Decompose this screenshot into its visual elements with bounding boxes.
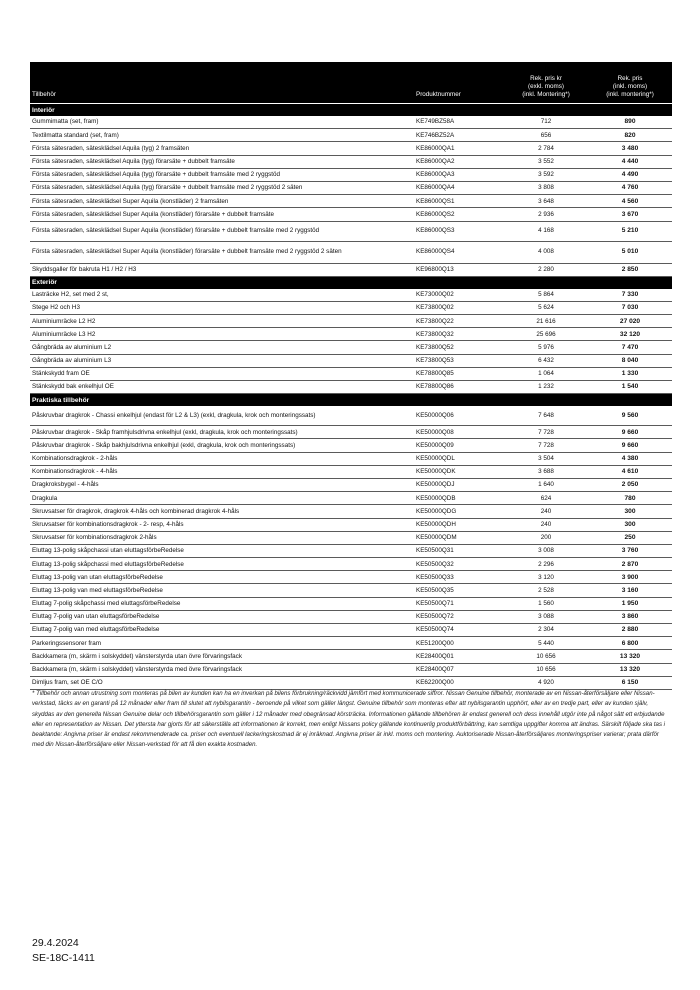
table-row <box>30 381 672 394</box>
table-row <box>30 439 672 452</box>
price-ex-vat: 4 168 <box>504 221 588 241</box>
product-name: Första sätesraden, sätesklädsel Aquila (tyg) förarsäte + dubbelt framsäte <box>30 155 414 168</box>
product-name: Stege H2 och H3 <box>30 301 414 314</box>
product-name: Skruvsatser för kombinationsdragkrok 2-håls <box>30 531 414 544</box>
header-price-in-line: (inkl. montering*) <box>606 91 654 98</box>
table-row <box>30 301 672 314</box>
header-name: Tillbehör <box>30 62 414 104</box>
product-number: KE86000QA2 <box>414 155 504 168</box>
section-title: Exteriör <box>30 276 672 289</box>
price-inc-vat: 2 050 <box>588 478 672 491</box>
price-inc-vat: 4 490 <box>588 168 672 181</box>
footer-date: 29.4.2024 <box>32 937 79 949</box>
product-number: KE50000Q06 <box>414 406 504 426</box>
table-row <box>30 406 672 426</box>
price-inc-vat: 9 660 <box>588 439 672 452</box>
price-ex-vat: 3 008 <box>504 544 588 557</box>
product-name: Skruvsatser för dragkrok, dragkrok 4-håls och kombinerad dragkrok 4-håls <box>30 505 414 518</box>
product-name: Första sätesraden, sätesklädsel Super Aquila (konstläder) förarsäte + dubbelt framsäte <box>30 208 414 221</box>
price-inc-vat: 6 800 <box>588 637 672 650</box>
table-row <box>30 289 672 302</box>
price-inc-vat: 2 870 <box>588 558 672 571</box>
product-name: Påskruvbar dragkrok - Skåp framhjulsdrivna enkelhjul (exkl, dragkula, krok och monteringssats) <box>30 426 414 439</box>
price-ex-vat: 1 232 <box>504 381 588 394</box>
product-name: Eluttag 13-polig skåpchassi utan eluttagsförbeRedelse <box>30 544 414 557</box>
product-name: Första sätesraden, sätesklädsel Aquila (tyg) förarsäte + dubbelt framsäte med 2 ryggstöd <box>30 168 414 181</box>
product-number: KE50500Q31 <box>414 544 504 557</box>
price-inc-vat: 5 210 <box>588 221 672 241</box>
product-name: Eluttag 13-polig van med eluttagsförbeRedelse <box>30 584 414 597</box>
price-ex-vat: 10 656 <box>504 650 588 663</box>
product-name: Påskruvbar dragkrok - Chassi enkelhjul (endast för L2 & L3) (exkl, dragkula, krok och monteringssats) <box>30 406 414 426</box>
price-inc-vat: 4 610 <box>588 465 672 478</box>
table-row <box>30 195 672 208</box>
product-number: KE78800Q86 <box>414 381 504 394</box>
price-inc-vat: 4 560 <box>588 195 672 208</box>
price-ex-vat: 3 648 <box>504 195 588 208</box>
table-row <box>30 650 672 663</box>
price-ex-vat: 1 064 <box>504 367 588 380</box>
product-name: Första sätesraden, sätesklädsel Super Aquila (konstläder) förarsäte + dubbelt framsäte med 2 ryggstöd <box>30 221 414 241</box>
product-name: Gummimatta (set, fram) <box>30 116 414 129</box>
table-row <box>30 571 672 584</box>
price-ex-vat: 2 304 <box>504 624 588 637</box>
product-name: Eluttag 13-polig van utan eluttagsförbeRedelse <box>30 571 414 584</box>
product-name: Kombinationsdragkrok - 2-håls <box>30 452 414 465</box>
table-row <box>30 241 672 263</box>
product-name: Aluminiumräcke L2 H2 <box>30 315 414 328</box>
product-name: Eluttag 7-polig van med eluttagsförbeRedelse <box>30 624 414 637</box>
product-number: KE73800Q02 <box>414 301 504 314</box>
product-number: KE86000QA3 <box>414 168 504 181</box>
header-price-ex-line: Rek. pris kr <box>530 75 562 82</box>
table-row <box>30 558 672 571</box>
product-name: Gångbräda av aluminium L3 <box>30 354 414 367</box>
table-row <box>30 637 672 650</box>
table-row <box>30 341 672 354</box>
price-inc-vat: 1 540 <box>588 381 672 394</box>
product-name: Eluttag 7-polig van utan eluttagsförbeRedelse <box>30 610 414 623</box>
price-inc-vat: 13 320 <box>588 663 672 676</box>
product-number: KE50000QDK <box>414 465 504 478</box>
table-row <box>30 492 672 505</box>
price-ex-vat: 25 696 <box>504 328 588 341</box>
product-name: Dragkroksbygel - 4-håls <box>30 478 414 491</box>
section-title: Interiör <box>30 104 672 117</box>
price-inc-vat: 3 760 <box>588 544 672 557</box>
price-ex-vat: 712 <box>504 116 588 129</box>
price-inc-vat: 3 900 <box>588 571 672 584</box>
section-header <box>30 394 672 407</box>
price-ex-vat: 10 656 <box>504 663 588 676</box>
table-row <box>30 208 672 221</box>
product-number: KE86000QS2 <box>414 208 504 221</box>
price-inc-vat: 13 320 <box>588 650 672 663</box>
price-ex-vat: 624 <box>504 492 588 505</box>
price-ex-vat: 2 936 <box>504 208 588 221</box>
product-name: Eluttag 7-polig skåpchassi med eluttagsförbeRedelse <box>30 597 414 610</box>
price-ex-vat: 2 280 <box>504 263 588 276</box>
price-inc-vat: 5 010 <box>588 241 672 263</box>
header-price-ex <box>504 62 588 104</box>
price-inc-vat: 7 330 <box>588 289 672 302</box>
table-row <box>30 315 672 328</box>
price-ex-vat: 3 592 <box>504 168 588 181</box>
price-inc-vat: 9 660 <box>588 426 672 439</box>
product-name: Första sätesraden, sätesklädsel Aquila (tyg) 2 framsäten <box>30 142 414 155</box>
product-name: Gångbräda av aluminium L2 <box>30 341 414 354</box>
product-name: Påskruvbar dragkrok - Skåp bakhjulsdrivna enkelhjul (exkl, dragkula, krok och monteringssats) <box>30 439 414 452</box>
price-ex-vat: 5 440 <box>504 637 588 650</box>
price-ex-vat: 240 <box>504 518 588 531</box>
price-ex-vat: 7 648 <box>504 406 588 426</box>
table-row <box>30 367 672 380</box>
price-inc-vat: 780 <box>588 492 672 505</box>
price-ex-vat: 3 552 <box>504 155 588 168</box>
product-number: KE73800Q53 <box>414 354 504 367</box>
product-number: KE746BZ52A <box>414 129 504 142</box>
product-number: KE86000QS3 <box>414 221 504 241</box>
price-ex-vat: 5 976 <box>504 341 588 354</box>
price-inc-vat: 300 <box>588 518 672 531</box>
product-number: KE50500Q71 <box>414 597 504 610</box>
price-inc-vat: 32 120 <box>588 328 672 341</box>
price-ex-vat: 3 808 <box>504 181 588 194</box>
product-name: Stänkskydd fram OE <box>30 367 414 380</box>
price-ex-vat: 3 688 <box>504 465 588 478</box>
section-title: Praktiska tillbehör <box>30 394 672 407</box>
product-name: Eluttag 13-polig skåpchassi med eluttagsförbeRedelse <box>30 558 414 571</box>
table-row <box>30 544 672 557</box>
price-inc-vat: 820 <box>588 129 672 142</box>
product-name: Aluminiumräcke L3 H2 <box>30 328 414 341</box>
table-row <box>30 168 672 181</box>
product-number: KE749BZ58A <box>414 116 504 129</box>
product-number: KE86000QS4 <box>414 241 504 263</box>
table-row <box>30 624 672 637</box>
price-inc-vat: 8 040 <box>588 354 672 367</box>
price-ex-vat: 2 296 <box>504 558 588 571</box>
product-name: Skruvsatser för kombinationsdragkrok - 2- resp, 4-håls <box>30 518 414 531</box>
product-number: KE28400Q01 <box>414 650 504 663</box>
table-row <box>30 610 672 623</box>
price-inc-vat: 1 950 <box>588 597 672 610</box>
product-number: KE50000QDB <box>414 492 504 505</box>
table-row <box>30 142 672 155</box>
price-inc-vat: 6 150 <box>588 676 672 689</box>
product-number: KE28400Q07 <box>414 663 504 676</box>
header-price-in-line: Rek. pris <box>617 75 643 82</box>
price-inc-vat: 250 <box>588 531 672 544</box>
price-ex-vat: 7 728 <box>504 426 588 439</box>
product-name: Kombinationsdragkrok - 4-håls <box>30 465 414 478</box>
product-number: KE62200Q00 <box>414 676 504 689</box>
product-name: Stänkskydd bak enkelhjul OE <box>30 381 414 394</box>
price-inc-vat: 300 <box>588 505 672 518</box>
header-price-in-line: (inkl. moms) <box>612 83 648 90</box>
product-name: Skyddsgaller för bakruta H1 / H2 / H3 <box>30 263 414 276</box>
product-number: KE73800Q22 <box>414 315 504 328</box>
product-number: KE73800Q52 <box>414 341 504 354</box>
table-row <box>30 597 672 610</box>
header-price-in <box>588 62 672 104</box>
price-ex-vat: 5 864 <box>504 289 588 302</box>
table-row <box>30 181 672 194</box>
section-header <box>30 276 672 289</box>
price-ex-vat: 656 <box>504 129 588 142</box>
table-row <box>30 328 672 341</box>
table-row <box>30 531 672 544</box>
section-header <box>30 104 672 117</box>
table-row <box>30 478 672 491</box>
product-name: Första sätesraden, sätesklädsel Super Aquila (konstläder) 2 framsäten <box>30 195 414 208</box>
price-inc-vat: 3 670 <box>588 208 672 221</box>
table-row <box>30 518 672 531</box>
product-number: KE86000QA4 <box>414 181 504 194</box>
product-name: Textilmatta standard (set, fram) <box>30 129 414 142</box>
price-ex-vat: 2 528 <box>504 584 588 597</box>
product-number: KE50000Q08 <box>414 426 504 439</box>
table-row <box>30 426 672 439</box>
table-row <box>30 676 672 689</box>
price-ex-vat: 21 616 <box>504 315 588 328</box>
product-number: KE73000Q02 <box>414 289 504 302</box>
product-number: KE86000QA1 <box>414 142 504 155</box>
price-inc-vat: 4 760 <box>588 181 672 194</box>
price-inc-vat: 890 <box>588 116 672 129</box>
product-number: KE50000QDL <box>414 452 504 465</box>
product-name: Backkamera (m, skärm i solskyddet) vänsterstyrda med övre förvaringsfack <box>30 663 414 676</box>
table-row <box>30 116 672 129</box>
product-number: KE78800Q85 <box>414 367 504 380</box>
price-inc-vat: 3 860 <box>588 610 672 623</box>
price-inc-vat: 1 330 <box>588 367 672 380</box>
price-list <box>30 62 672 690</box>
price-ex-vat: 4 008 <box>504 241 588 263</box>
table-row <box>30 263 672 276</box>
product-number: KE50500Q32 <box>414 558 504 571</box>
product-number: KE50500Q33 <box>414 571 504 584</box>
product-name: Första sätesraden, sätesklädsel Aquila (tyg) förarsäte + dubbelt framsäte med 2 ryggstöd 2 säten <box>30 181 414 194</box>
table-row <box>30 584 672 597</box>
product-number: KE50000QDJ <box>414 478 504 491</box>
price-inc-vat: 2 850 <box>588 263 672 276</box>
header-code: Produktnummer <box>414 62 504 104</box>
table-row <box>30 129 672 142</box>
price-ex-vat: 200 <box>504 531 588 544</box>
table-row <box>30 505 672 518</box>
price-ex-vat: 6 432 <box>504 354 588 367</box>
price-ex-vat: 3 088 <box>504 610 588 623</box>
price-ex-vat: 240 <box>504 505 588 518</box>
product-name: Första sätesraden, sätesklädsel Super Aquila (konstläder) förarsäte + dubbelt framsäte med 2 ryggstöd 2 säten <box>30 241 414 263</box>
product-number: KE50500Q35 <box>414 584 504 597</box>
product-name: Parkeringssensorer fram <box>30 637 414 650</box>
product-name: Dimljus fram, set OE C/O <box>30 676 414 689</box>
price-inc-vat: 2 880 <box>588 624 672 637</box>
product-number: KE50500Q72 <box>414 610 504 623</box>
price-inc-vat: 4 440 <box>588 155 672 168</box>
price-inc-vat: 7 030 <box>588 301 672 314</box>
table-header <box>30 62 672 104</box>
table-row <box>30 354 672 367</box>
price-ex-vat: 7 728 <box>504 439 588 452</box>
product-number: KE50000QDG <box>414 505 504 518</box>
product-number: KE51200Q00 <box>414 637 504 650</box>
price-inc-vat: 27 020 <box>588 315 672 328</box>
product-number: KE86000QS1 <box>414 195 504 208</box>
price-ex-vat: 5 624 <box>504 301 588 314</box>
price-ex-vat: 4 920 <box>504 676 588 689</box>
table-row <box>30 465 672 478</box>
price-ex-vat: 3 120 <box>504 571 588 584</box>
table-row <box>30 221 672 241</box>
table-row <box>30 452 672 465</box>
price-ex-vat: 3 504 <box>504 452 588 465</box>
product-name: Backkamera (m, skärm i solskyddet) vänsterstyrda utan övre förvaringsfack <box>30 650 414 663</box>
footer-doc-code: SE-18C-1411 <box>32 952 95 964</box>
product-number: KE96800Q13 <box>414 263 504 276</box>
product-number: KE50000QDM <box>414 531 504 544</box>
price-ex-vat: 2 784 <box>504 142 588 155</box>
footnote: * Tillbehör och annan utrustning som monteras på bilen av kunden kan ha en inverkan på bilens förbrukning/räckvidd jämfört med kommunicerade siffror. Nissan Genuine tillbehör, monterade av en Nissan-återförsäljare eller Nissan-verkstad, täcks av en garanti på 12 månader eller fram till slutet att nybilsgarantin - beroende på vilket som gäller längst. Genuine tillbehör som monteras efter att nybilsgarantin upphört, eller av en tredje part, eller av kunden själv, skyddas av den generella Nissan Genuine delar och tillbehörsgarantin som gäller i 12 månader med obegränsad körsträcka. Informationen gällande tillbehören är endast generell och dess innehåll utgör inte på något sätt ett erbjudande eller en representation av Nissan. Det yttersta har gjorts för att säkerställa att informationen är korrekt, men enligt Nissans policy gällande kontinuerlig produktförbättring, kan samtliga uppgifter komma att ändras. Särskilt följade ska tas i beaktande: Angivna priser är endast rekommenderade ca. priser och eventuell lackeringskostnad är ej inräknad. Angivna priser är inkl. moms och montering. Auktoriserade Nissan-återförsäljares monteringspriser varierar; prata därför med din Nissan-återförsäljare eller Nissan-verkstad för att få den exakta kostnaden. <box>32 690 666 749</box>
price-inc-vat: 9 560 <box>588 406 672 426</box>
product-number: KE50000QDH <box>414 518 504 531</box>
product-number: KE73800Q32 <box>414 328 504 341</box>
table-row <box>30 663 672 676</box>
table-row <box>30 155 672 168</box>
price-inc-vat: 3 160 <box>588 584 672 597</box>
product-name: Dragkula <box>30 492 414 505</box>
price-ex-vat: 1 640 <box>504 478 588 491</box>
header-price-ex-line: (inkl. Montering*) <box>522 91 570 98</box>
table-body <box>30 104 672 690</box>
price-inc-vat: 4 380 <box>588 452 672 465</box>
price-ex-vat: 1 560 <box>504 597 588 610</box>
header-price-ex-line: (exkl. moms) <box>527 83 565 90</box>
accessories-table <box>30 62 672 690</box>
price-inc-vat: 7 470 <box>588 341 672 354</box>
product-name: Lasträcke H2, set med 2 st, <box>30 289 414 302</box>
price-inc-vat: 3 480 <box>588 142 672 155</box>
product-number: KE50500Q74 <box>414 624 504 637</box>
product-number: KE50000Q09 <box>414 439 504 452</box>
